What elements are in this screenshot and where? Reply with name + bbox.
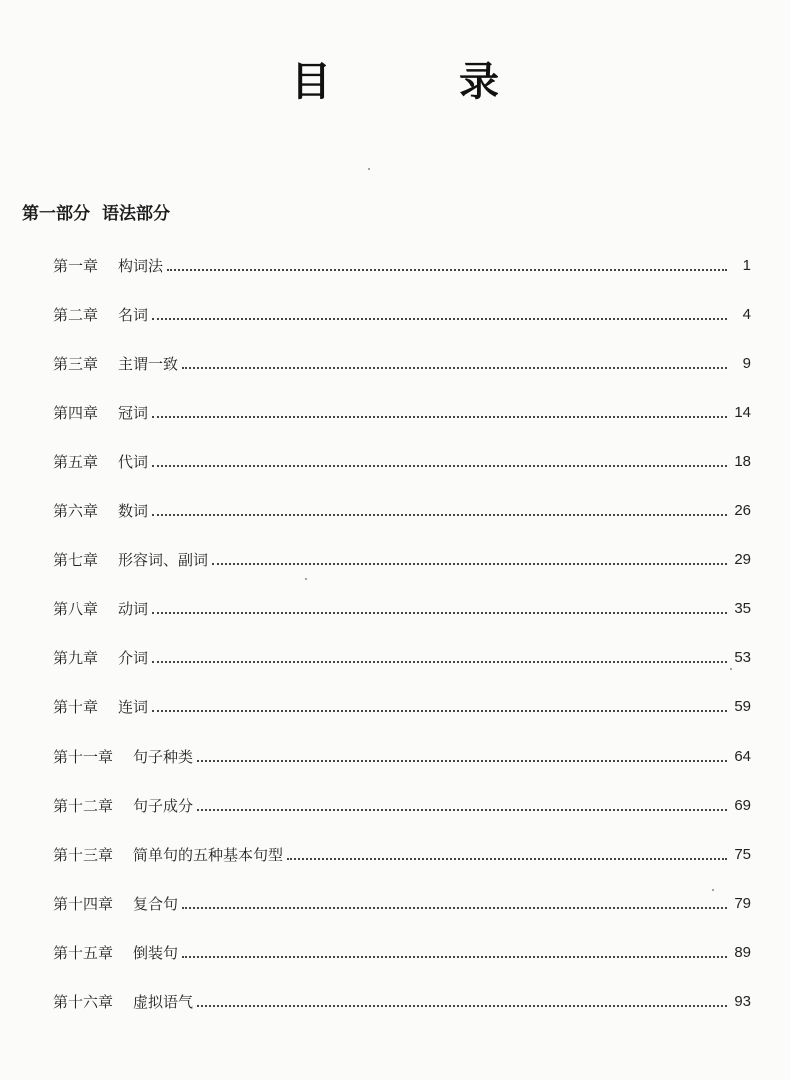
- dot-leader: [152, 318, 727, 320]
- chapter-number: 第一章: [53, 257, 99, 275]
- page-number: 4: [742, 306, 751, 323]
- scan-speck: [730, 668, 732, 670]
- chapter-title: 简单句的五种基本句型: [133, 846, 284, 864]
- page-number: 14: [734, 404, 751, 421]
- chapter-title: 数词: [118, 502, 149, 520]
- dot-leader: [167, 269, 727, 271]
- scan-speck: [368, 168, 370, 170]
- chapter-number: 第十六章: [53, 993, 114, 1011]
- part-label: 第一部分: [22, 204, 90, 224]
- chapter-number: 第五章: [53, 453, 99, 471]
- toc-entry[interactable]: [53, 644, 751, 668]
- toc-entry[interactable]: [53, 988, 751, 1012]
- page-number: 69: [734, 797, 751, 814]
- page-number: 18: [734, 453, 751, 470]
- dot-leader: [182, 956, 727, 958]
- chapter-title: 代词: [118, 453, 149, 471]
- chapter-title: 复合句: [133, 895, 179, 913]
- page-title: 目 录: [291, 58, 543, 105]
- chapter-number: 第十章: [53, 698, 99, 716]
- dot-leader: [152, 661, 727, 663]
- dot-leader: [182, 367, 727, 369]
- chapter-number: 第十一章: [53, 748, 114, 766]
- chapter-number: 第八章: [53, 600, 99, 618]
- chapter-title: 倒装句: [133, 944, 179, 962]
- toc-entry[interactable]: [53, 252, 751, 276]
- toc-entry[interactable]: [53, 497, 751, 521]
- chapter-number: 第十五章: [53, 944, 114, 962]
- chapter-number: 第三章: [53, 355, 99, 373]
- chapter-number: 第六章: [53, 502, 99, 520]
- chapter-title: 冠词: [118, 404, 149, 422]
- dot-leader: [152, 612, 727, 614]
- chapter-title: 形容词、副词: [118, 551, 209, 569]
- toc-entry[interactable]: [53, 743, 751, 767]
- chapter-title: 主谓一致: [118, 355, 179, 373]
- page-number: 35: [734, 600, 751, 617]
- toc-entry[interactable]: [53, 693, 751, 717]
- chapter-title: 名词: [118, 306, 149, 324]
- dot-leader: [152, 710, 727, 712]
- toc-entry[interactable]: [53, 448, 751, 472]
- toc-entry[interactable]: [53, 841, 751, 865]
- page-number: 53: [734, 649, 751, 666]
- toc-entry[interactable]: [53, 301, 751, 325]
- chapter-title: 句子成分: [133, 797, 194, 815]
- page-number: 26: [734, 502, 751, 519]
- chapter-title: 句子种类: [133, 748, 194, 766]
- page-number: 9: [742, 355, 751, 372]
- page-number: 64: [734, 748, 751, 765]
- chapter-number: 第七章: [53, 551, 99, 569]
- dot-leader: [197, 809, 727, 811]
- toc-entry[interactable]: [53, 595, 751, 619]
- page-number: 29: [734, 551, 751, 568]
- chapter-number: 第十二章: [53, 797, 114, 815]
- scan-speck: [305, 578, 307, 580]
- chapter-number: 第九章: [53, 649, 99, 667]
- dot-leader: [197, 1005, 727, 1007]
- toc-entry[interactable]: [53, 399, 751, 423]
- chapter-number: 第十三章: [53, 846, 114, 864]
- chapter-title: 虚拟语气: [133, 993, 194, 1011]
- chapter-title: 连词: [118, 698, 149, 716]
- dot-leader: [152, 465, 727, 467]
- toc-entry[interactable]: [53, 792, 751, 816]
- dot-leader: [197, 760, 727, 762]
- page-number: 89: [734, 944, 751, 961]
- page-number: 1: [742, 257, 751, 274]
- page-number: 59: [734, 698, 751, 715]
- chapter-number: 第二章: [53, 306, 99, 324]
- scan-speck: [712, 889, 714, 891]
- part-heading: [22, 202, 170, 226]
- dot-leader: [182, 907, 727, 909]
- page-number: 93: [734, 993, 751, 1010]
- toc-entry[interactable]: [53, 546, 751, 570]
- page-number: 75: [734, 846, 751, 863]
- dot-leader: [212, 563, 727, 565]
- page-number: 79: [734, 895, 751, 912]
- toc-entry[interactable]: [53, 350, 751, 374]
- chapter-number: 第四章: [53, 404, 99, 422]
- dot-leader: [152, 416, 727, 418]
- chapter-title: 构词法: [118, 257, 164, 275]
- part-name: 语法部分: [102, 204, 170, 224]
- chapter-title: 介词: [118, 649, 149, 667]
- chapter-title: 动词: [118, 600, 149, 618]
- dot-leader: [152, 514, 727, 516]
- dot-leader: [287, 858, 727, 860]
- toc-entry[interactable]: [53, 939, 751, 963]
- toc-entry[interactable]: [53, 890, 751, 914]
- chapter-number: 第十四章: [53, 895, 114, 913]
